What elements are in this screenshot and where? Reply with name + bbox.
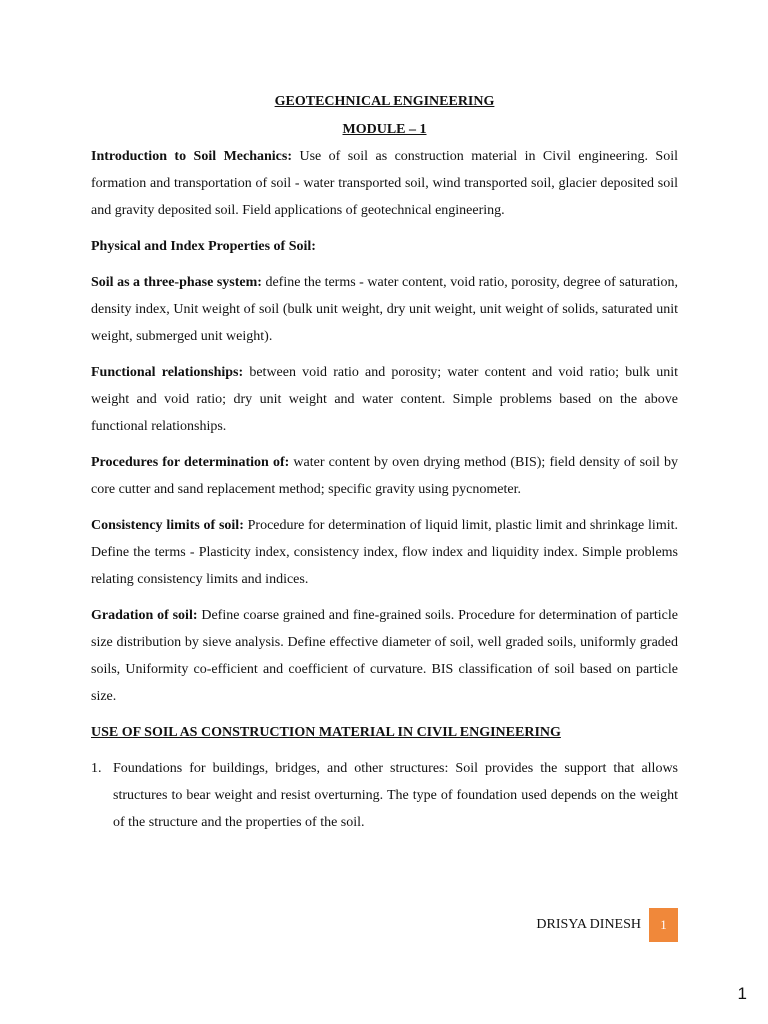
paragraph-text: between void ratio and porosity; water content and void ratio; bulk unit weight and void ratio; dry unit weight and water content. Simple problems based on the above functional relationships. [91, 365, 678, 434]
paragraph-consistency-limits [91, 512, 678, 593]
paragraph-text: Define coarse grained and fine-grained soils. Procedure for determination of particle size distribution by sieve analysis. Define effective diameter of soil, well graded soils, uniformly graded soils, Uniformity co-efficient and coefficient of curvature. BIS classification of soil based on particle size. [91, 608, 678, 704]
paragraph-heading: Consistency limits of soil: [91, 518, 244, 533]
document-page [91, 92, 678, 836]
list-item-text: Foundations for buildings, bridges, and other structures: Soil provides the support that allows structures to bear weight and resist overturning. The type of foundation used depends on the weight of the structure and the properties of the soil. [113, 761, 678, 830]
paragraph-text: Procedure for determination of liquid limit, plastic limit and shrinkage limit. Define the terms - Plasticity index, consistency index, flow index and liquidity index. Simple problems relating consistency limits and indices. [91, 518, 678, 587]
module-heading: MODULE – 1 [342, 122, 427, 137]
paragraph-heading: Introduction to Soil Mechanics: [91, 149, 292, 164]
paragraph-three-phase [91, 269, 678, 350]
paragraph-physical-index [91, 233, 678, 260]
document-title: GEOTECHNICAL ENGINEERING [274, 94, 495, 109]
numbered-list [91, 755, 678, 836]
paragraph-heading: Gradation of soil: [91, 608, 198, 623]
paragraph-intro [91, 143, 678, 224]
paragraph-heading: Procedures for determination of: [91, 455, 290, 470]
paragraph-gradation [91, 602, 678, 710]
footer-author: DRISYA DINESH [536, 917, 641, 932]
section-heading: USE OF SOIL AS CONSTRUCTION MATERIAL IN CIVIL ENGINEERING [91, 725, 561, 740]
page-footer [536, 908, 678, 942]
list-item-number: 1. [91, 761, 102, 776]
footer-page-badge: 1 [649, 908, 678, 942]
paragraph-text: Use of soil as construction material in Civil engineering. Soil formation and transportation of soil - water transported soil, wind transported soil, glacier deposited soil and gravity deposited soil. Field applications of geotechnical engineering. [91, 149, 678, 218]
paragraph-heading: Functional relationships: [91, 365, 244, 380]
paragraph-procedures [91, 449, 678, 503]
paragraph-functional-relationships [91, 359, 678, 440]
paragraph-heading: Physical and Index Properties of Soil: [91, 239, 316, 254]
paragraph-heading: Soil as a three-phase system: [91, 275, 262, 290]
paragraph-text: define the terms - water content, void ratio, porosity, degree of saturation, density index, Unit weight of soil (bulk unit weight, dry unit weight, unit weight of solids, saturated unit weight, submerged unit weight). [91, 275, 678, 344]
paragraph-text: water content by oven drying method (BIS); field density of soil by core cutter and sand replacement method; specific gravity using pycnometer. [91, 455, 678, 497]
list-item [91, 755, 678, 836]
viewer-page-number: 1 [737, 984, 747, 1003]
